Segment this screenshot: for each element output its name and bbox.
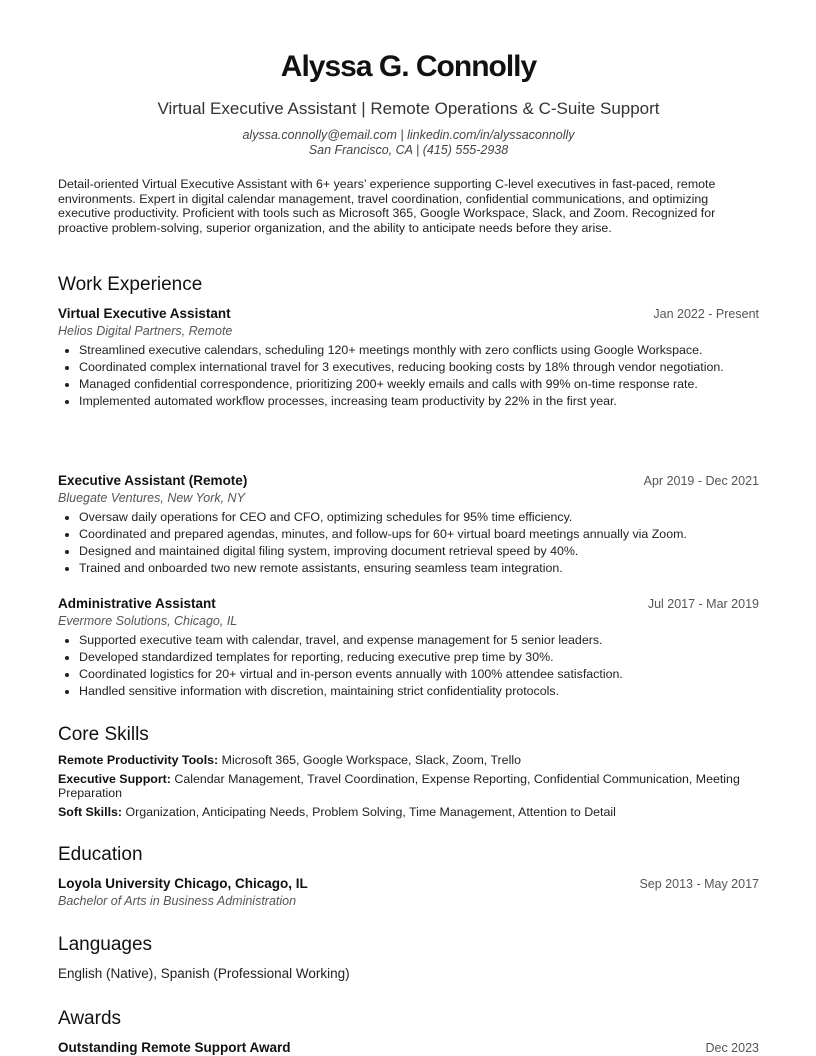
languages-text: English (Native), Spanish (Professional Working): [58, 966, 350, 981]
job-dates: Jan 2022 - Present: [653, 307, 759, 321]
degree: Bachelor of Arts in Business Administration: [58, 894, 297, 908]
list-item: • Trained and onboarded two new remote assistants, ensuring seamless team integration.: [79, 561, 759, 575]
section-title-experience: Work Experience: [58, 274, 203, 295]
award-date: Dec 2023: [705, 1041, 759, 1055]
job-title: Executive Assistant (Remote): [58, 473, 248, 488]
contact-line-location: San Francisco, CA | (415) 555-2938: [308, 143, 509, 157]
list-item: • Designed and maintained digital filing system, improving document retrieval speed by 40%.: [79, 544, 759, 558]
skill-label: Executive Support:: [58, 772, 171, 786]
job-bullets: [58, 510, 759, 578]
list-item: • Managed confidential correspondence, prioritizing 200+ weekly emails and calls with 99% on-time response rate.: [79, 377, 759, 391]
school-name: Loyola University Chicago, Chicago, IL: [58, 876, 308, 891]
list-item: • Developed standardized templates for reporting, reducing executive prep time by 30%.: [79, 650, 759, 664]
skill-line: [58, 805, 759, 819]
job-dates: Jul 2017 - Mar 2019: [647, 597, 759, 611]
job-org: Evermore Solutions, Chicago, IL: [58, 614, 238, 628]
section-title-awards: Awards: [58, 1008, 122, 1029]
list-item: • Implemented automated workflow processes, increasing team productivity by 22% in the first year.: [79, 394, 759, 408]
list-item: • Coordinated complex international travel for 3 executives, reducing booking costs by 18% through vendor negotiation.: [79, 360, 759, 374]
job-bullets: [58, 633, 759, 701]
contact-line-email: alyssa.connolly@email.com | linkedin.com/in/alyssaconnolly: [242, 128, 575, 142]
list-item: • Coordinated logistics for 20+ virtual and in-person events annually with 100% attendee satisfaction.: [79, 667, 759, 681]
section-title-languages: Languages: [58, 934, 153, 955]
job-title: Virtual Executive Assistant: [58, 306, 231, 321]
list-item: • Supported executive team with calendar, travel, and expense management for 5 senior leaders.: [79, 633, 759, 647]
section-title-education: Education: [58, 844, 143, 865]
list-item: • Coordinated and prepared agendas, minutes, and follow-ups for 60+ virtual board meetings annually via Zoom.: [79, 527, 759, 541]
education-dates: Sep 2013 - May 2017: [639, 877, 759, 891]
skill-label: Remote Productivity Tools:: [58, 753, 219, 767]
job-title: Administrative Assistant: [58, 596, 216, 611]
section-title-skills: Core Skills: [58, 724, 149, 745]
job-dates: Apr 2019 - Dec 2021: [643, 474, 759, 488]
award-name: Outstanding Remote Support Award: [58, 1040, 291, 1055]
summary: Detail-oriented Virtual Executive Assistant with 6+ years’ experience supporting C-level executives in fast-paced, remote environments. Expert in digital calendar management, travel coordination, confidential communications, and optimizing executive productivity. Proficient with tools such as Microsoft 365, Google Workspace, Slack, and Zoom. Recognized for proactive problem-solving, superior organization, and the ability to anticipate needs before they arise.: [58, 177, 716, 235]
skill-value: Organization, Anticipating Needs, Problem Solving, Time Management, Attention to Detail: [125, 805, 616, 819]
skill-line: [58, 753, 759, 767]
job-org: Bluegate Ventures, New York, NY: [58, 491, 245, 505]
list-item: • Streamlined executive calendars, scheduling 120+ meetings monthly with zero conflicts using Google Workspace.: [79, 343, 759, 357]
list-item: • Oversaw daily operations for CEO and CFO, optimizing schedules for 95% time efficiency.: [79, 510, 759, 524]
headline: Virtual Executive Assistant | Remote Operations & C-Suite Support: [157, 99, 660, 118]
candidate-name: Alyssa G. Connolly: [280, 50, 537, 83]
job-org: Helios Digital Partners, Remote: [58, 324, 233, 338]
skill-line: [58, 772, 759, 801]
skill-label: Soft Skills:: [58, 805, 123, 819]
job-bullets: [58, 343, 759, 411]
list-item: • Handled sensitive information with discretion, maintaining strict confidentiality protocols.: [79, 684, 759, 698]
skill-value: Microsoft 365, Google Workspace, Slack, Zoom, Trello: [221, 753, 521, 767]
skill-value: Calendar Management, Travel Coordination, Expense Reporting, Confidential Communication, Meeting Preparation: [58, 772, 740, 801]
